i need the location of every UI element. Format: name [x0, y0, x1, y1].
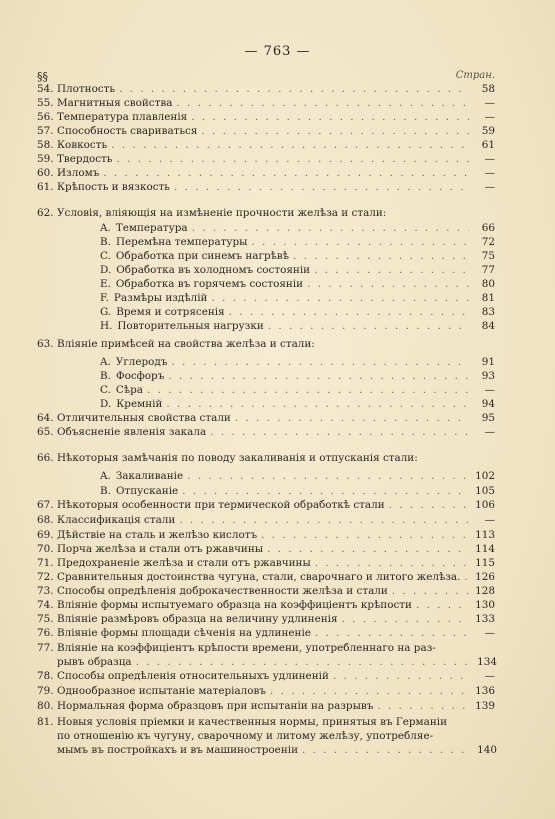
toc-entry: 57. Способность свариваться . . . 59 — [37, 125, 495, 139]
toc-entry: 58. Ковкость . . . 61 — [37, 139, 495, 153]
dot-leader — [119, 83, 469, 97]
toc-entry: 67. Нѣкоторыя особенности при термической обработкѣ стали . . . 106 — [37, 499, 495, 513]
dot-leader — [182, 485, 469, 499]
dot-leader — [268, 320, 469, 334]
toc-entry: 65. Объясненіе явленія закала . . . — — [37, 426, 495, 440]
dot-leader — [174, 181, 469, 195]
section-heading: 66. Нѣкоторыя замѣчанія по поводу закаливанія и отпусканія стали: — [37, 452, 418, 464]
dot-leader — [111, 139, 469, 153]
dot-leader — [307, 278, 469, 292]
toc-entry: 71. Предохраненіе желѣза и стали отъ ржавчины . . . 115 — [37, 557, 495, 571]
toc-entry-multiline: 81. Новыя условія пріемки и качественныя нормы, принятыя въ Германіи по отношенію къ чугуну, сварочному и литому желѣзу, употребляе- мымъ въ постройкахъ и въ машиностроеніи . . . 140 — [37, 715, 497, 757]
dot-leader — [166, 398, 469, 412]
toc-entry-multiline: 77. Вліяніе на коэффиціентъ крѣпости времени, употребленнаго на раз- рывъ образца . . . 134 — [37, 641, 497, 669]
toc-entry: 68. Классификація стали . . . — — [37, 514, 495, 528]
dot-leader — [176, 97, 469, 111]
dot-leader — [187, 470, 469, 484]
dot-leader — [416, 599, 469, 613]
toc-subentry: E. Обработка въ горячемъ состояніи . . . 80 — [100, 278, 495, 292]
dot-leader — [179, 514, 469, 528]
dot-leader — [201, 125, 469, 139]
dot-leader — [192, 222, 469, 236]
toc-entry: 76. Вліяніе формы площади сѣченія на удлиненіе . . . — — [37, 627, 495, 641]
dot-leader — [377, 700, 469, 714]
dot-leader — [389, 499, 469, 513]
dot-leader — [293, 250, 469, 264]
section-mark: §§ — [37, 70, 48, 83]
section-heading: 63. Вліяніе примѣсей на свойства желѣза и стали: — [37, 338, 315, 350]
dot-leader — [270, 685, 469, 699]
toc-entry: 56. Температура плавленія . . . — — [37, 111, 495, 125]
dot-leader — [116, 153, 469, 167]
dot-leader — [261, 529, 469, 543]
dot-leader — [392, 585, 469, 599]
toc-entry: 70. Порча желѣза и стали отъ ржавчины . . . 114 — [37, 543, 495, 557]
dot-leader — [136, 655, 471, 669]
toc-subentry: B. Отпусканіе . . . 105 — [100, 485, 495, 499]
dot-leader — [210, 426, 469, 440]
dot-leader — [171, 356, 469, 370]
dot-leader — [267, 543, 469, 557]
toc-subentry: A. Углеродъ . . . 91 — [100, 356, 495, 370]
toc-subentry: H. Повторительныя нагрузки . . . 84 — [100, 320, 495, 334]
section-heading: 62. Условія, вліяющія на измѣненіе прочности желѣза и стали: — [37, 207, 387, 219]
toc-entry: 78. Способы опредѣленія относительныхъ удлиненій . . . — — [37, 670, 495, 684]
dot-leader — [191, 111, 469, 125]
toc-entry: 80. Нормальная форма образцовъ при испытаніи на разрывъ . . . 139 — [37, 700, 495, 714]
toc-subentry: B. Фосфоръ . . . 93 — [100, 370, 495, 384]
dot-leader — [251, 236, 469, 250]
page-column-label: Стран. — [455, 70, 495, 81]
toc-entry: 61. Крѣпость и вязкость . . . — — [37, 181, 495, 195]
toc-entry: 79. Однообразное испытаніе матеріаловъ . . . 136 — [37, 685, 495, 699]
toc-subentry: F. Размѣры издѣлій . . . 81 — [100, 292, 495, 306]
toc-subentry: G. Время и сотрясенія . . . 83 — [100, 306, 495, 320]
dot-leader — [464, 571, 469, 585]
dot-leader — [235, 412, 469, 426]
dot-leader — [168, 370, 469, 384]
toc-entry: 64. Отличительныя свойства стали . . . 95 — [37, 412, 495, 426]
toc-entry: 74. Вліяніе формы испытуемаго образца на коэффиціентъ крѣпости . . . 130 — [37, 599, 495, 613]
dot-leader — [147, 384, 469, 398]
toc-entry: 55. Магнитныя свойства . . . — — [37, 97, 495, 111]
dot-leader — [302, 743, 471, 757]
toc-entry: 75. Вліяніе размѣровъ образца на величину удлиненія . . . 133 — [37, 613, 495, 627]
dot-leader — [211, 292, 469, 306]
toc-subentry: D. Обработка въ холодномъ состояніи . . . 77 — [100, 264, 495, 278]
dot-leader — [229, 306, 469, 320]
toc-subentry: D. Кремній . . . 94 — [100, 398, 495, 412]
toc-subentry: C. Сѣра . . . — — [100, 384, 495, 398]
toc-entry: 72. Сравнительныя достоинства чугуна, стали, сварочнаго и литого желѣза. . . . 126 — [37, 571, 495, 585]
toc-subentry: A. Закаливаніе . . . 102 — [100, 470, 495, 484]
dot-leader — [315, 557, 469, 571]
dot-leader — [315, 627, 469, 641]
toc-entry: 69. Дѣйствіе на сталь и желѣзо кислотъ . . . 113 — [37, 529, 495, 543]
toc-subentry: C. Обработка при синемъ нагрѣвѣ . . . 75 — [100, 250, 495, 264]
page-number: — 763 — — [244, 44, 311, 59]
toc-entry: 60. Изломъ . . . — — [37, 167, 495, 181]
toc-subentry: A. Температура . . . 66 — [100, 222, 495, 236]
toc-entry: 59. Твердость . . . — — [37, 153, 495, 167]
dot-leader — [333, 670, 469, 684]
toc-entry: 73. Способы опредѣленія доброкачественности желѣза и стали . . . 128 — [37, 585, 495, 599]
dot-leader — [314, 264, 469, 278]
toc-entry: 54. Плотность . . . 58 — [37, 83, 495, 97]
dot-leader — [342, 613, 469, 627]
dot-leader — [103, 167, 469, 181]
toc-subentry: B. Перемѣна температуры . . . 72 — [100, 236, 495, 250]
